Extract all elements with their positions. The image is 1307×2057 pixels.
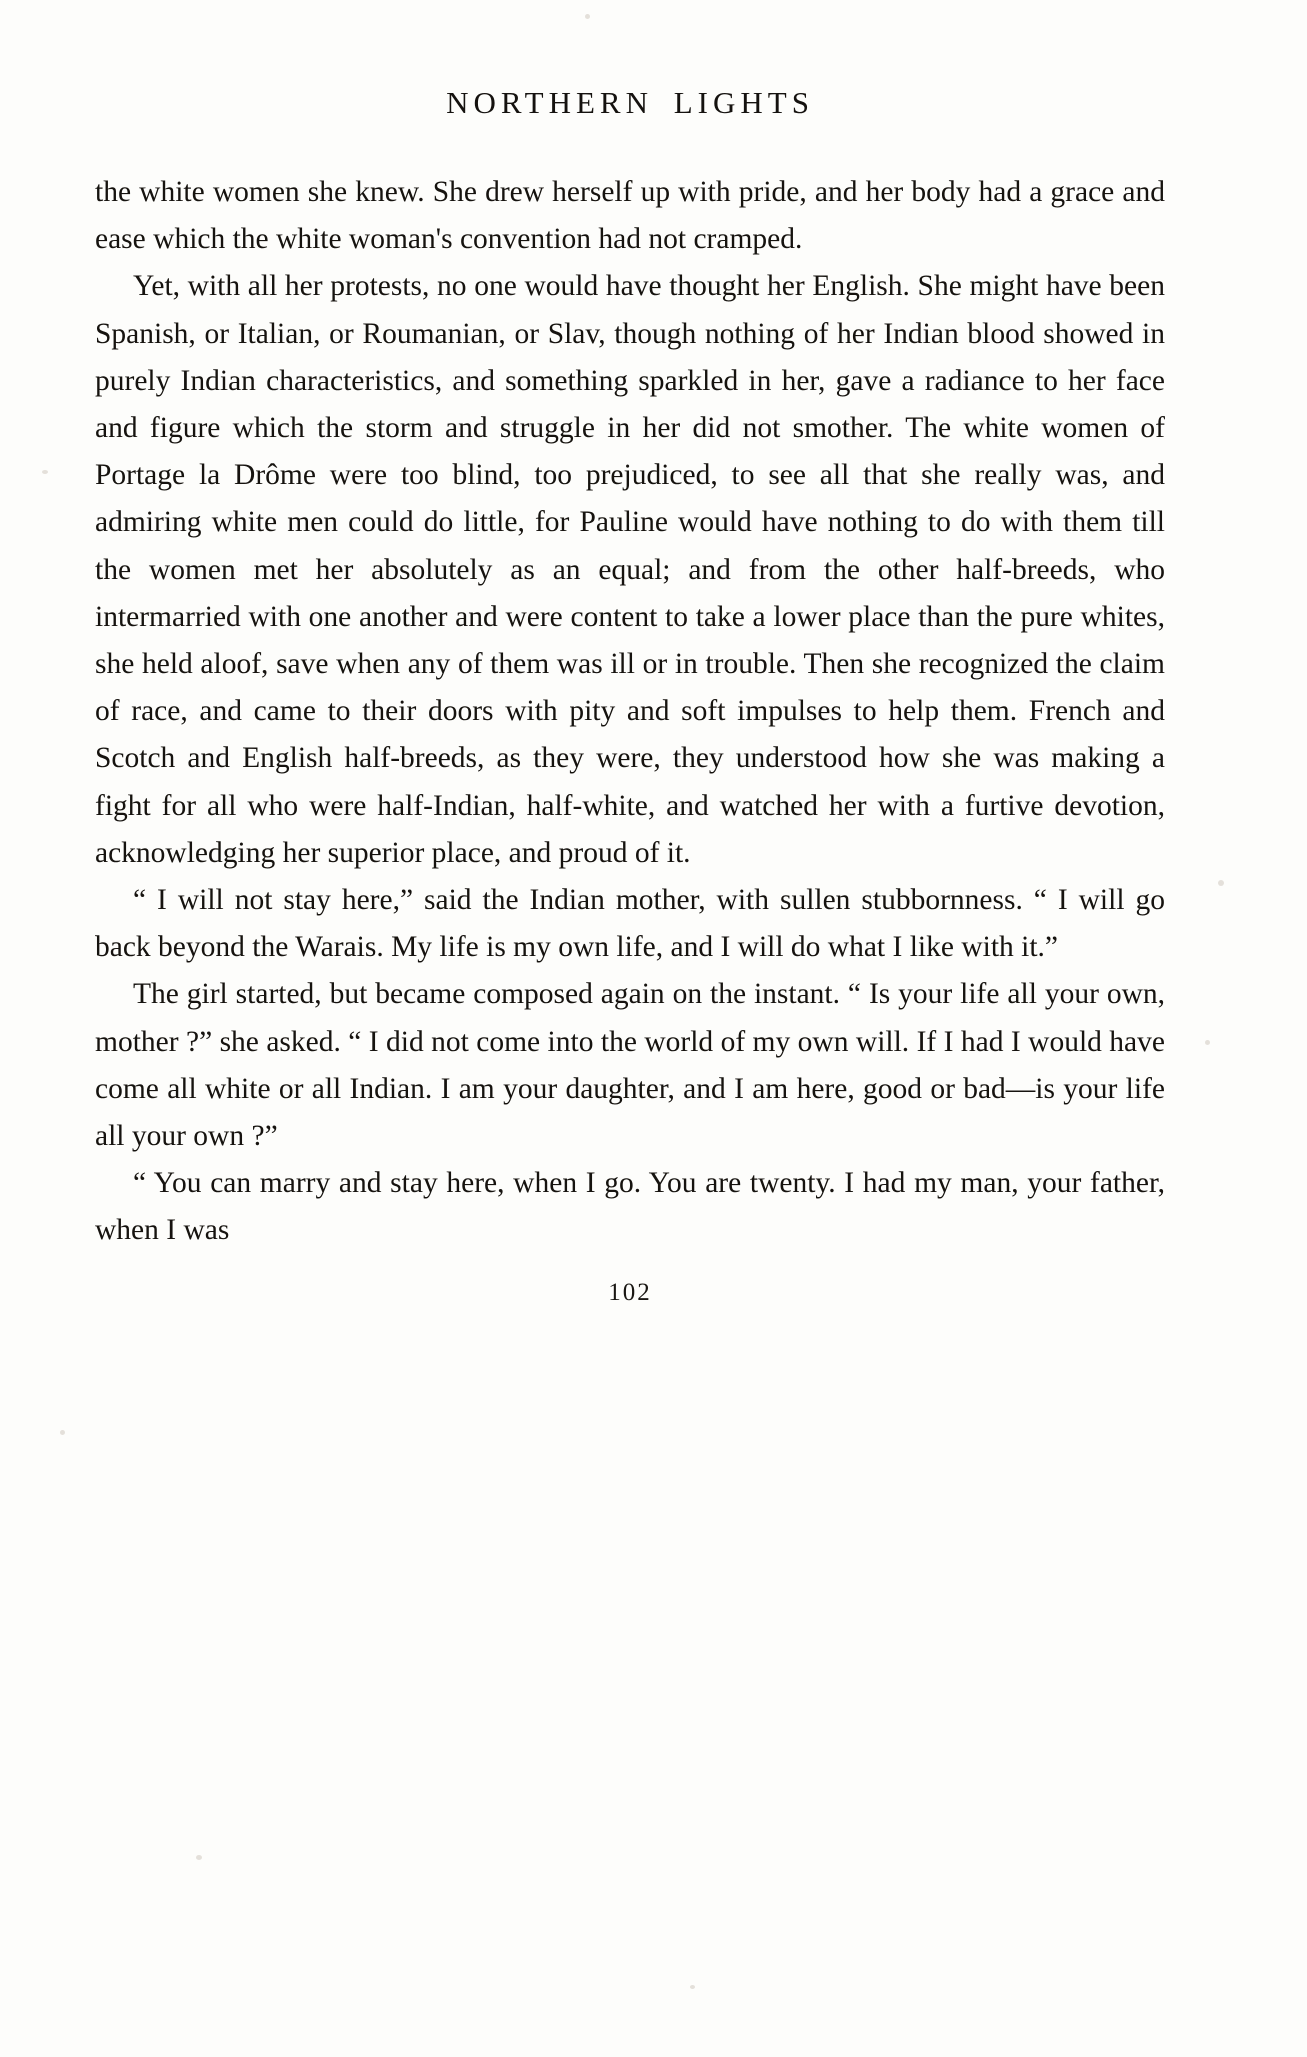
- running-head: NORTHERN LIGHTS: [446, 85, 814, 120]
- paper-speck: [42, 470, 48, 474]
- page-number: 102: [608, 1278, 652, 1306]
- paper-speck: [585, 14, 590, 19]
- paper-speck: [1218, 880, 1224, 886]
- paper-speck: [196, 1855, 202, 1860]
- paragraph: “ I will not stay here,” said the Indian mother, with sullen stubbornness. “ I will go back beyond the Warais. My life is my own life, and I will do what I like with it.”: [95, 884, 1165, 964]
- paper-speck: [60, 1430, 65, 1435]
- page-content: [95, 85, 1165, 1307]
- paper-speck: [1205, 1040, 1210, 1045]
- paragraph: The girl started, but became composed again on the instant. “ Is your life all your own, mother ?” she asked. “ I did not come into the world of my own will. If I had I would have come all white or all Indian. I am your daughter, and I am here, good or bad—is your life all your own ?”: [95, 978, 1165, 1153]
- paper-speck: [690, 1985, 695, 1989]
- paragraph: “ You can marry and stay here, when I go. You are twenty. I had my man, your father, when I was: [95, 1167, 1165, 1247]
- paragraph: the white women she knew. She drew herself up with pride, and her body had a grace and ease which the white woman's convention had not cramped.: [95, 176, 1165, 256]
- body-text: [95, 169, 1165, 1255]
- paragraph: Yet, with all her protests, no one would have thought her English. She might have been Spanish, or Italian, or Roumanian, or Slav, though nothing of her Indian blood showed in purely Indian characteristics, and something sparkled in her, gave a radiance to her face and figure which the storm and struggle in her did not smother. The white women of Portage la Drôme were too blind, too prejudiced, to see all that she really was, and admiring white men could do little, for Pauline would have nothing to do with them till the women met her absolutely as an equal; and from the other half-breeds, who intermarried with one another and were content to take a lower place than the pure whites, she held aloof, save when any of them was ill or in trouble. Then she recognized the claim of race, and came to their doors with pity and soft impulses to help them. French and Scotch and English half-breeds, as they were, they understood how she was making a fight for all who were half-Indian, half-white, and watched her with a furtive devotion, acknowledging her superior place, and proud of it.: [95, 270, 1165, 869]
